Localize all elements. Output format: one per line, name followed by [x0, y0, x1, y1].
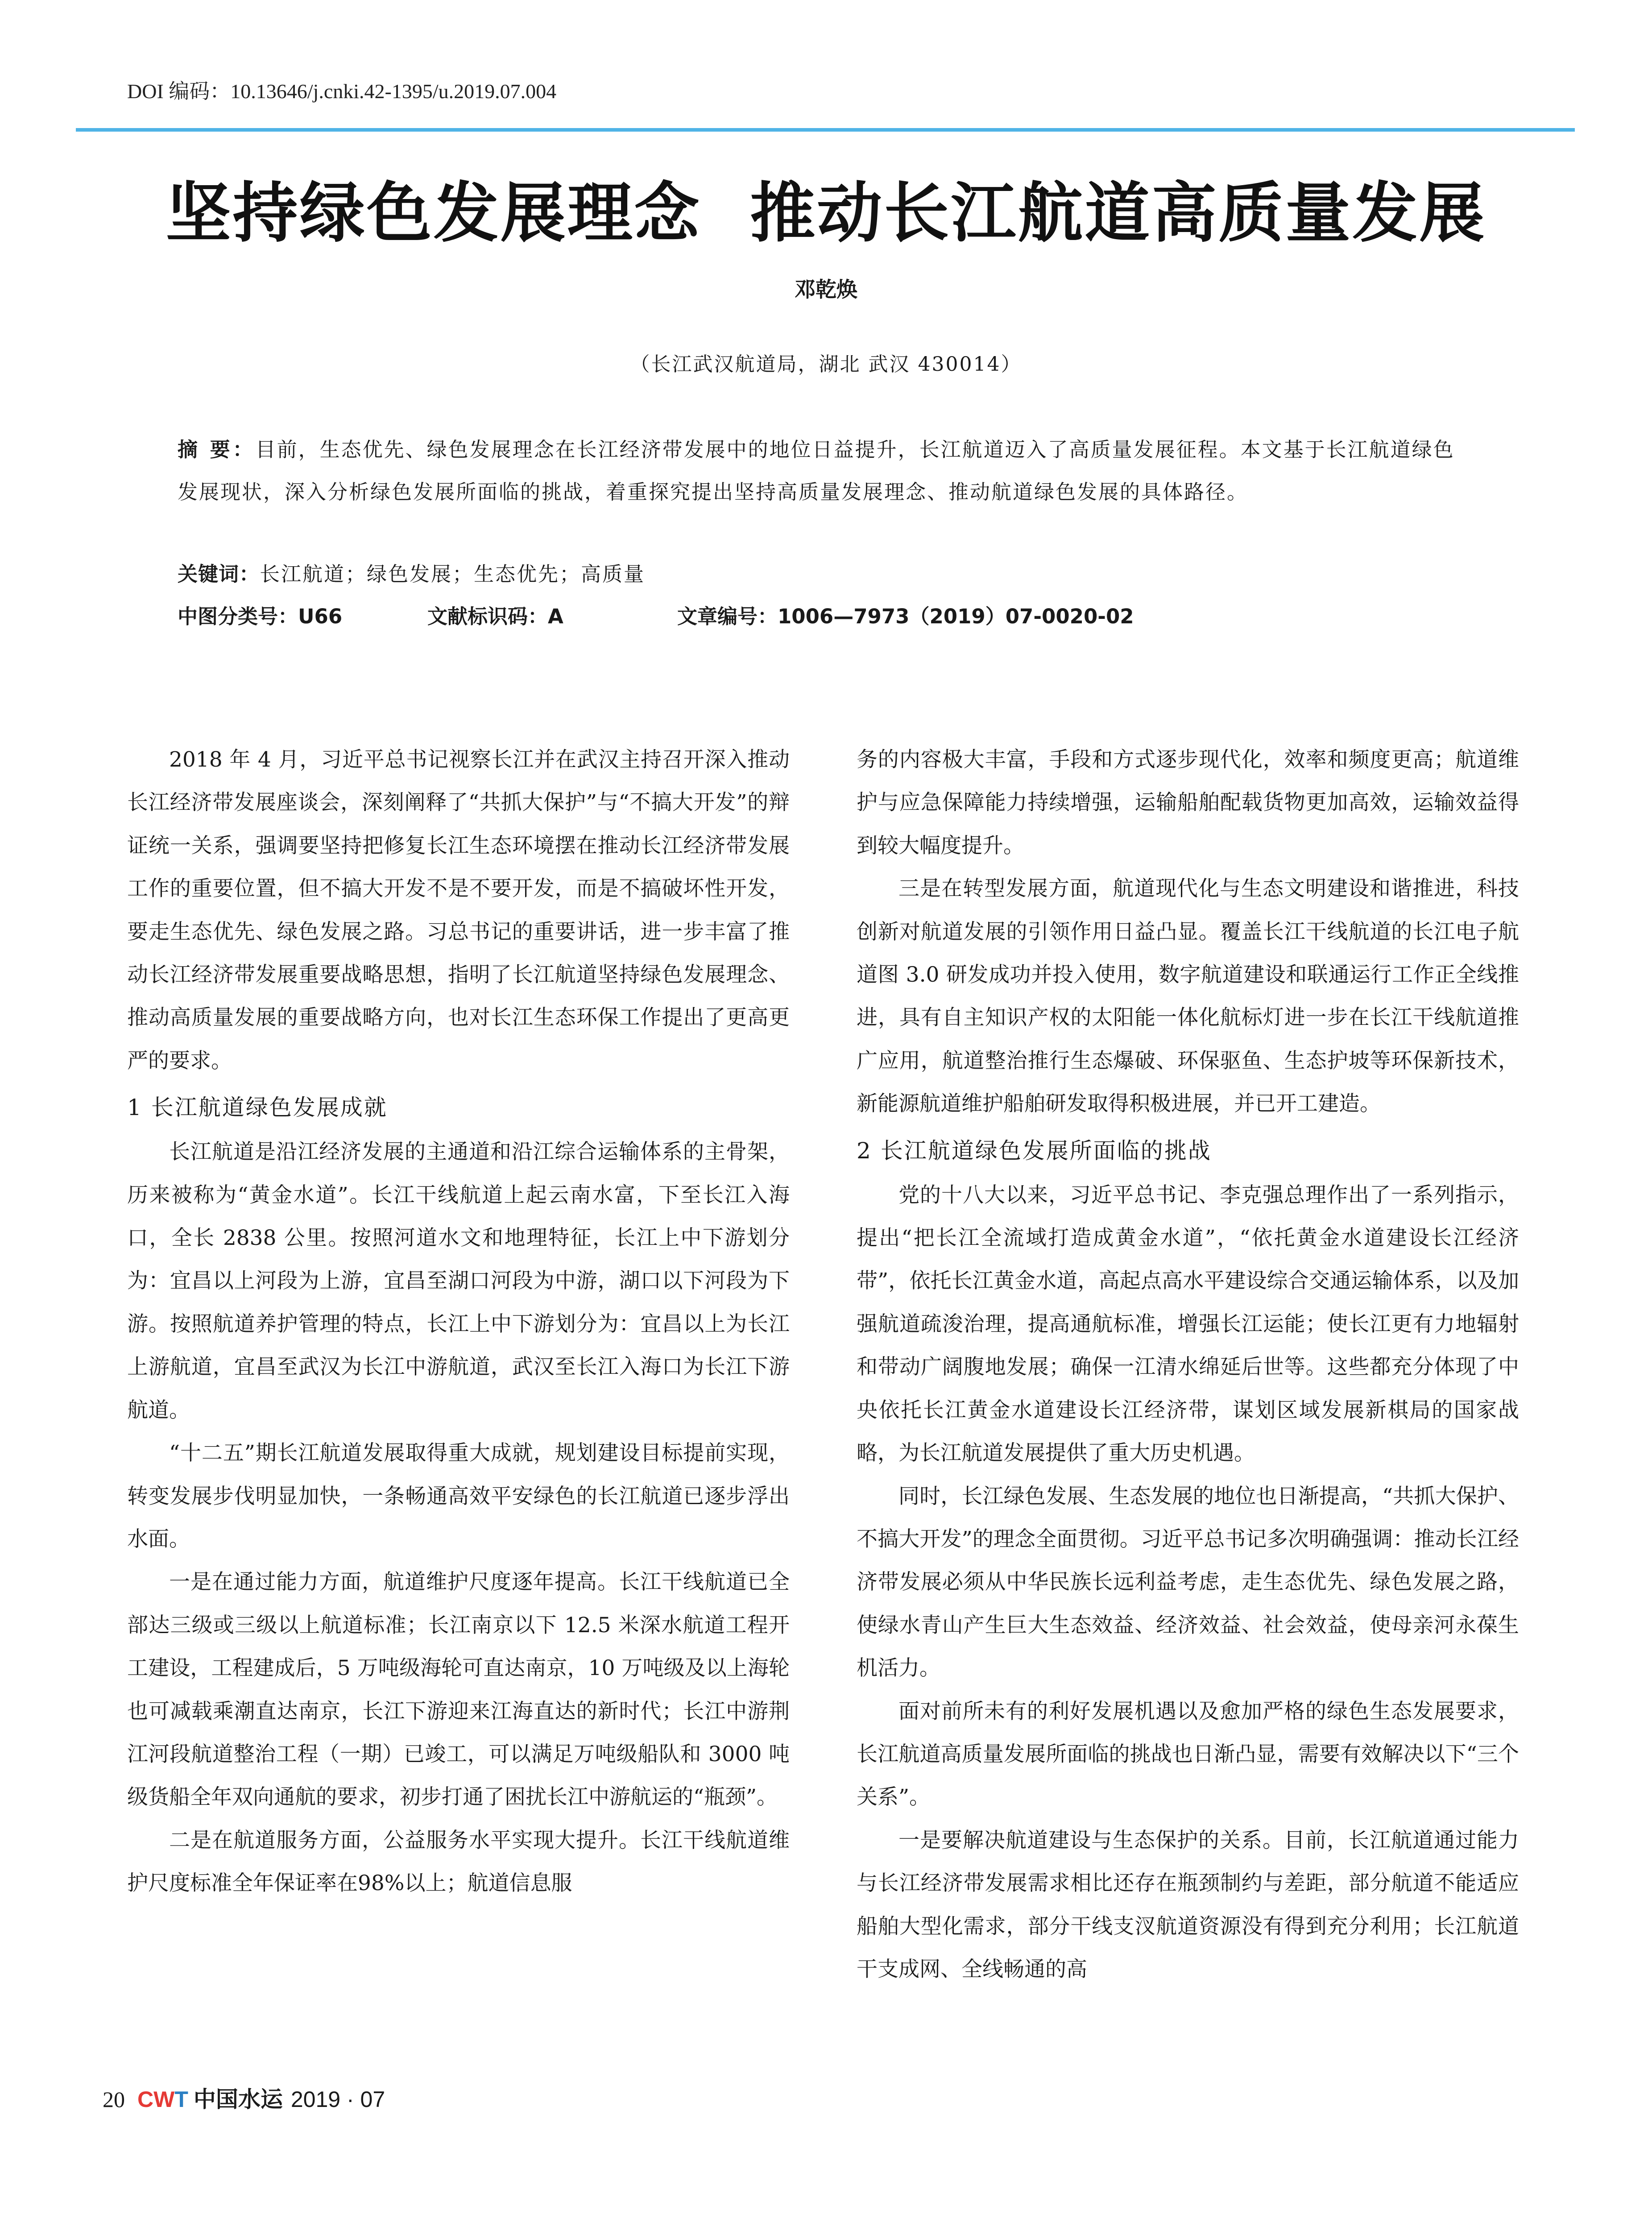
paragraph: 2018 年 4 月，习近平总书记视察长江并在武汉主持召开深入推动长江经济带发展座谈会，深刻阐释了“共抓大保护”与“不搞大开发”的辩证统一关系，强调要坚持把修复长江生态环境摆在推动长江经济带发展工作的重要位置，但不搞大开发不是不要开发，而是不搞破坏性开发，要走生态优先、绿色发展之路。习总书记的重要讲话，进一步丰富了推动长江经济带发展重要战略思想，指明了长江航道坚持绿色发展理念、推动高质量发展的重要战略方向，也对长江生态环保工作提出了更高更严的要求。	[127, 747, 790, 1073]
classification-line	[178, 600, 1471, 629]
keywords-label: 关键词：	[178, 562, 260, 586]
author-affiliation: （长江武汉航道局，湖北 武汉 430014）	[630, 353, 1022, 376]
clc-number: 中图分类号：U66	[178, 605, 343, 628]
paragraph: 一是在通过能力方面，航道维护尺度逐年提高。长江干线航道已全部达三级或三级以上航道标准；长江南京以下 12.5 米深水航道工程开工建设，工程建成后，5 万吨级海轮可直达南京，10 万吨级及以上海轮也可减载乘潮直达南京，长江下游迎来江海直达的新时代；长江中游荆江河段航道整治工程（一期）已竣工，可以满足万吨级船队和 3000 吨级货船全年双向通航的要求，初步打通了困扰长江中游航运的“瓶颈”。	[127, 1570, 790, 1810]
paragraph: 一是要解决航道建设与生态保护的关系。目前，长江航道通过能力与长江经济带发展需求相比还存在瓶颈制约与差距，部分航道不能适应船舶大型化需求，部分干线支汊航道资源没有得到充分利用；长江航道干支成网、全线畅通的高	[857, 1828, 1519, 1982]
page-footer	[103, 2082, 385, 2114]
paragraph: 同时，长江绿色发展、生态发展的地位也日渐提高，“共抓大保护、不搞大开发”的理念全面贯彻。习近平总书记多次明确强调：推动长江经济带发展必须从中华民族长远利益考虑，走生态优先、绿色发展之路，使绿水青山产生巨大生态效益、经济效益、社会效益，使母亲河永葆生机活力。	[857, 1484, 1519, 1681]
paragraph: 三是在转型发展方面，航道现代化与生态文明建设和谐推进，科技创新对航道发展的引领作用日益凸显。覆盖长江干线航道的长江电子航道图 3.0 研发成功并投入使用，数字航道建设和联通运行工作正全线推进，具有自主知识产权的太阳能一体化航标灯进一步在长江干线航道推广应用，航道整治推行生态爆破、环保驱鱼、生态护坡等环保新技术，新能源航道维护船舶研发取得积极进展，并已开工建造。	[857, 876, 1519, 1116]
doi-line: DOI 编码：10.13646/j.cnki.42-1395/u.2019.07.004	[127, 80, 557, 103]
paragraph: 面对前所未有的利好发展机遇以及愈加严格的绿色生态发展要求，长江航道高质量发展所面临的挑战也日渐凸显，需要有效解决以下“三个关系”。	[857, 1699, 1519, 1810]
section-heading-1: 1 长江航道绿色发展成就	[127, 1095, 388, 1121]
keywords-text: 长江航道；绿色发展；生态优先；高质量	[260, 562, 646, 586]
abstract-text: 目前，生态优先、绿色发展理念在长江经济带发展中的地位日益提升，长江航道迈入了高质量发展征程。本文基于长江航道绿色发展现状，深入分析绿色发展所面临的挑战，着重探究提出坚持高质量发展理念、推动航道绿色发展的具体路径。	[178, 438, 1455, 504]
journal-logo-cw: CW	[137, 2087, 175, 2112]
body-column-right	[857, 738, 1519, 1991]
article-number: 文章编号：1006—7973（2019）07-0020-02	[677, 605, 1134, 628]
document-code: 文献标识码：A	[427, 605, 563, 628]
paragraph-continued: 务的内容极大丰富，手段和方式逐步现代化，效率和频度更高；航道维护与应急保障能力持续增强，运输船舶配载货物更加高效，运输效益得到较大幅度提升。	[857, 747, 1519, 858]
abstract-label: 摘 要：	[178, 438, 256, 461]
body-column-left	[127, 738, 790, 1905]
author-name: 邓乾焕	[795, 278, 857, 302]
header-rule	[76, 128, 1575, 132]
section-heading-2: 2 长江航道绿色发展所面临的挑战	[857, 1137, 1212, 1164]
paragraph: “十二五”期长江航道发展取得重大成就，规划建设目标提前实现，转变发展步伐明显加快，一条畅通高效平安绿色的长江航道已逐步浮出水面。	[127, 1441, 790, 1551]
page-number: 20	[103, 2087, 125, 2112]
paragraph: 长江航道是沿江经济发展的主通道和沿江综合运输体系的主骨架，历来被称为“黄金水道”。长江干线航道上起云南水富，下至长江入海口，全长 2838 公里。按照河道水文和地理特征，长江上中下游划分为：宜昌以上河段为上游，宜昌至湖口河段为中游，湖口以下河段为下游。按照航道养护管理的特点，长江上中下游划分为：宜昌以上为长江上游航道，宜昌至武汉为长江中游航道，武汉至长江入海口为长江下游航道。	[127, 1140, 790, 1422]
journal-logo-t: T	[174, 2087, 188, 2112]
paragraph: 党的十八大以来，习近平总书记、李克强总理作出了一系列指示，提出“把长江全流域打造成黄金水道”，“依托黄金水道建设长江经济带”，依托长江黄金水道，高起点高水平建设综合交通运输体系，以及加强航道疏浚治理，提高通航标准，增强长江运能；使长江更有力地辐射和带动广阔腹地发展；确保一江清水绵延后世等。这些都充分体现了中央依托长江黄金水道建设长江经济带，谋划区域发展新棋局的国家战略，为长江航道发展提供了重大历史机遇。	[857, 1182, 1519, 1466]
journal-name: 中国水运	[193, 2086, 283, 2112]
paragraph: 二是在航道服务方面，公益服务水平实现大提升。长江干线航道维护尺度标准全年保证率在98%以上；航道信息服	[127, 1828, 790, 1896]
keywords	[178, 558, 1471, 587]
journal-issue: 2019 · 07	[290, 2087, 385, 2112]
article-title: 坚持绿色发展理念 推动长江航道高质量发展	[166, 175, 1486, 251]
abstract	[178, 428, 1471, 513]
